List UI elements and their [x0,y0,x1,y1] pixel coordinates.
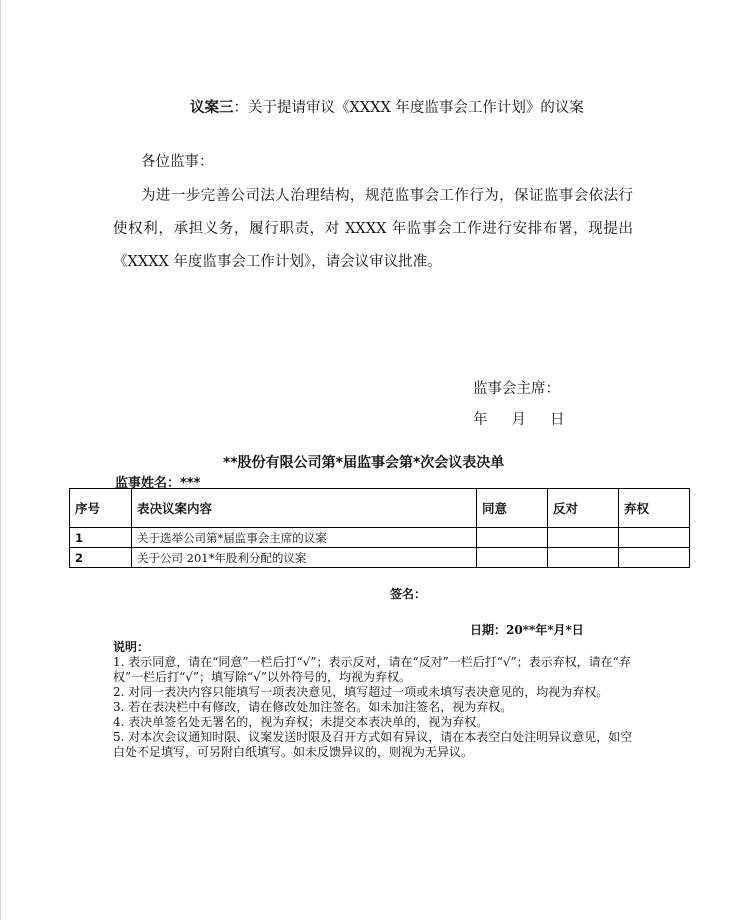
row-no: 2 [70,548,132,568]
notes [113,640,643,760]
row-content: 关于公司 201*年股利分配的议案 [132,548,477,568]
agree-cell[interactable] [477,528,548,548]
proposal-title-text: ：关于提请审议《XXXX 年度监事会工作计划》的议案 [233,100,584,116]
date-year: 年 [473,412,488,428]
proposal-body: 为进一步完善公司法人治理结构，规范监事会工作行为，保证监事会依法行使权利，承担义务，履行职责，对 XXXX 年监事会工作进行安排布署，现提出《XXXX 年度监事会工作计划》，请会议审议批准。 [113,188,633,270]
header-oppose: 反对 [548,489,619,528]
row-no: 1 [70,528,132,548]
header-no: 序号 [70,489,132,528]
vote-form-title: **股份有限公司第*届监事会第*次会议表决单 [223,455,505,471]
supervisor-name: 监事姓名：*** [115,476,201,491]
vote-table-header [70,489,690,528]
header-content: 表决议案内容 [132,489,477,528]
note-item: 4. 表决单签名处无署名的，视为弃权；未提交本表决单的，视为弃权。 [113,715,489,729]
signature-date [473,408,589,429]
vote-date: 日期：20**年*月*日 [470,623,584,637]
date-month: 月 [511,412,526,428]
salutation: 各位监事： [141,154,214,170]
oppose-cell[interactable] [548,528,619,548]
header-abstain: 弃权 [619,489,690,528]
note-item: 5. 对本次会议通知时限、议案发送时限及召开方式如有异议，请在本表空白处注明异议意见，如空白处不足填写，可另附白纸填写。如未反馈异议的，则视为无异议。 [113,730,633,759]
date-day: 日 [550,412,565,428]
note-item: 3. 若在表决栏中有修改，请在修改处加注签名。如未加注签名，视为弃权。 [113,700,513,714]
signature-title: 监事会主席： [473,381,560,397]
abstain-cell[interactable] [619,548,690,568]
proposal-title [190,96,584,117]
note-item: 2. 对同一表决内容只能填写一项表决意见，填写超过一项或未填写表决意见的，均视为弃权。 [113,685,609,699]
notes-heading: 说明： [113,640,150,654]
proposal-title-label: 议案三 [190,99,234,116]
note-item: 1. 表示同意，请在“同意”一栏后打“√”；表示反对，请在“反对”一栏后打“√”；表示弃权，请在“弃权”一栏后打“√”；填写除“√”以外符号的，均视为弃权。 [113,655,631,684]
header-agree: 同意 [477,489,548,528]
oppose-cell[interactable] [548,548,619,568]
signature-label: 签名： [390,587,427,601]
vote-table [69,488,690,568]
table-row [70,528,690,548]
row-content: 关于选举公司第*届监事会主席的议案 [132,528,477,548]
table-row [70,548,690,568]
page-left-edge [0,0,1,920]
agree-cell[interactable] [477,548,548,568]
abstain-cell[interactable] [619,528,690,548]
